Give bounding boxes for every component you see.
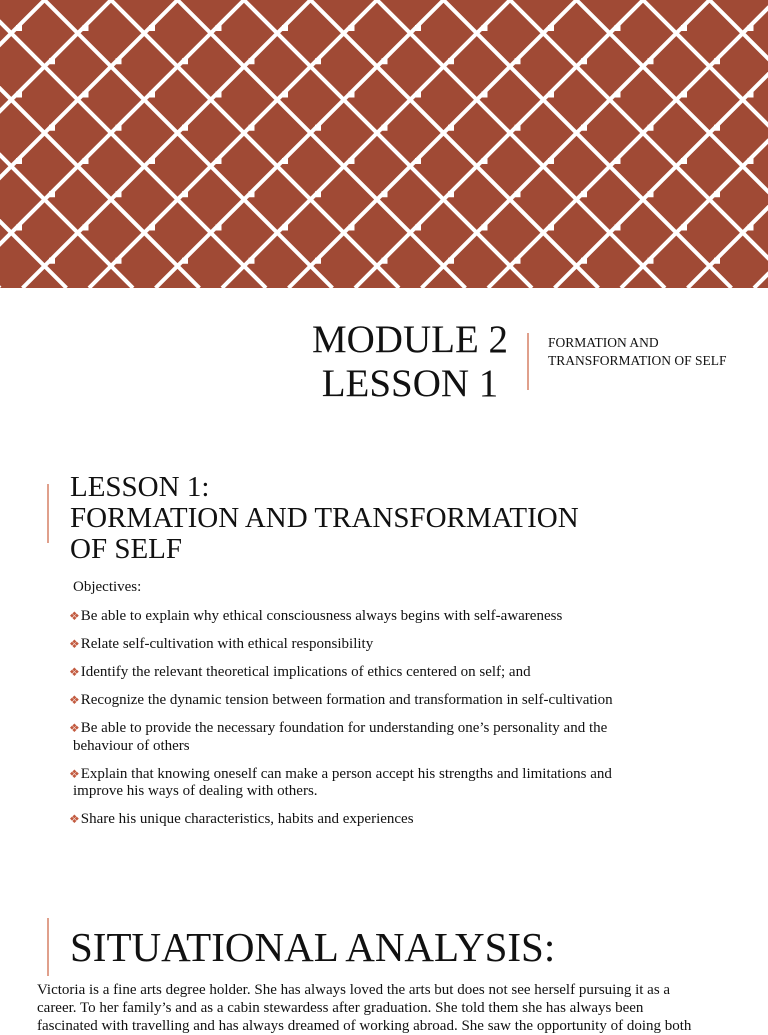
lattice-dot	[249, 191, 255, 197]
lattice-dot	[249, 125, 255, 131]
lattice-dot	[714, 58, 720, 64]
objective-text: Identify the relevant theoretical implications of ethics centered on self; and	[81, 664, 531, 680]
lattice-dot	[748, 92, 754, 98]
objective-text-continued: improve his ways of dealing with others.	[69, 783, 318, 799]
diamond-bullet-icon: ❖	[69, 721, 80, 735]
objective-item	[69, 664, 709, 682]
lattice-dot	[448, 58, 454, 64]
lesson-heading-line-1: LESSON 1:	[70, 472, 750, 503]
lattice-dot	[182, 191, 188, 197]
lattice-dot	[482, 158, 488, 164]
objective-item	[69, 720, 709, 755]
lattice-dot	[581, 58, 587, 64]
lattice-dot	[349, 25, 355, 31]
lattice-lines	[0, 0, 768, 288]
lattice-dot	[182, 58, 188, 64]
lattice-dot	[349, 158, 355, 164]
lattice-dot	[681, 225, 687, 231]
diamond-bullet-icon: ❖	[69, 767, 80, 781]
lattice-dot	[448, 258, 454, 264]
lattice-dot	[16, 158, 22, 164]
situational-line: Victoria is a fine arts degree holder. She has always loved the arts but does not see herself pursuing it as a	[37, 981, 757, 999]
lattice-dot	[681, 25, 687, 31]
diamond-bullet-icon: ❖	[69, 812, 80, 826]
lattice-dot	[349, 92, 355, 98]
lattice-dot	[83, 25, 89, 31]
situational-line: fascinated with travelling and has always dreamed of working abroad. She saw the opportunity of doing both	[37, 1017, 757, 1035]
lattice-dot	[315, 258, 321, 264]
lattice-dot	[315, 191, 321, 197]
objectives-label: Objectives:	[73, 579, 141, 596]
page-title	[285, 318, 535, 406]
lattice-dot	[216, 158, 222, 164]
title-line-1: MODULE 2	[285, 318, 535, 362]
lattice-dot	[216, 225, 222, 231]
lattice-dot	[415, 92, 421, 98]
lattice-dot	[714, 258, 720, 264]
lattice-dot	[515, 191, 521, 197]
lattice-dot	[83, 225, 89, 231]
diamond-bullet-icon: ❖	[69, 665, 80, 679]
lattice-dot	[216, 25, 222, 31]
lattice-dot	[581, 191, 587, 197]
lattice-dot	[216, 92, 222, 98]
diamond-bullet-icon: ❖	[69, 637, 80, 651]
objective-text: Be able to explain why ethical consciousness always begins with self-awareness	[81, 608, 563, 624]
lattice-dot	[315, 125, 321, 131]
lattice-dot	[382, 258, 388, 264]
lesson-heading-line-3: OF SELF	[70, 534, 750, 565]
lattice-dot	[581, 258, 587, 264]
lattice-dot	[49, 125, 55, 131]
lattice-dot	[16, 25, 22, 31]
lattice-dot	[149, 158, 155, 164]
objectives-list	[69, 608, 709, 839]
lattice-dot	[249, 258, 255, 264]
lesson-heading-line-2: FORMATION AND TRANSFORMATION	[70, 503, 750, 534]
lattice-dot	[16, 92, 22, 98]
lattice-dot	[149, 25, 155, 31]
lattice-dot	[282, 225, 288, 231]
objective-text: Explain that knowing oneself can make a person accept his strengths and limitations and	[81, 766, 612, 782]
lattice-dot	[648, 58, 654, 64]
lattice-dot	[415, 25, 421, 31]
title-line-2: LESSON 1	[285, 362, 535, 406]
lesson-heading	[70, 472, 750, 565]
objective-text-continued: behaviour of others	[69, 738, 190, 754]
lattice-dot	[615, 225, 621, 231]
lattice-dot	[648, 125, 654, 131]
lattice-dot	[149, 225, 155, 231]
lattice-dot	[681, 92, 687, 98]
lattice-dot	[482, 92, 488, 98]
situational-line: career. To her family’s and as a cabin stewardess after graduation. She told them she has always been	[37, 999, 757, 1017]
objective-text: Recognize the dynamic tension between formation and transformation in self-cultivation	[81, 692, 613, 708]
lattice-dot	[482, 25, 488, 31]
decorative-pattern-banner	[0, 0, 768, 288]
lattice-dot	[349, 225, 355, 231]
lattice-dot	[182, 125, 188, 131]
lattice-dot	[382, 191, 388, 197]
situational-divider	[47, 918, 49, 976]
lattice-dot	[49, 258, 55, 264]
situational-text	[37, 981, 757, 1035]
lattice-dot	[116, 258, 122, 264]
objective-text: Relate self-cultivation with ethical responsibility	[81, 636, 373, 652]
lattice-dot	[515, 125, 521, 131]
lattice-dot	[49, 191, 55, 197]
lattice-dot	[748, 225, 754, 231]
objective-item	[69, 811, 709, 829]
lattice-dot	[282, 25, 288, 31]
lattice-dot	[116, 191, 122, 197]
lattice-dot	[49, 58, 55, 64]
lattice-dot	[748, 158, 754, 164]
lattice-dot	[681, 158, 687, 164]
lattice-dot	[482, 225, 488, 231]
lattice-dot	[748, 25, 754, 31]
diamond-bullet-icon: ❖	[69, 609, 80, 623]
objective-text: Be able to provide the necessary foundation for understanding one’s personality and the	[81, 720, 608, 736]
lattice-dot	[548, 25, 554, 31]
title-subtitle: FORMATION AND TRANSFORMATION OF SELF	[548, 334, 748, 369]
lattice-dot	[116, 125, 122, 131]
lattice-dot	[448, 191, 454, 197]
lattice-dot	[615, 158, 621, 164]
lattice-dot	[515, 58, 521, 64]
objective-item	[69, 766, 709, 801]
objective-text: Share his unique characteristics, habits and experiences	[81, 811, 414, 827]
lattice-dot	[648, 258, 654, 264]
lattice-pattern	[0, 0, 768, 288]
objective-item	[69, 636, 709, 654]
lattice-dot	[515, 258, 521, 264]
lattice-dot	[315, 58, 321, 64]
lattice-dot	[83, 158, 89, 164]
lattice-dot	[548, 158, 554, 164]
lattice-dot	[249, 58, 255, 64]
lattice-dot	[448, 125, 454, 131]
lattice-dot	[282, 158, 288, 164]
lattice-dot	[714, 191, 720, 197]
diamond-bullet-icon: ❖	[69, 693, 80, 707]
lattice-dot	[149, 92, 155, 98]
lesson-divider	[47, 484, 49, 543]
objective-item	[69, 608, 709, 626]
lattice-dot	[382, 58, 388, 64]
lattice-dot	[714, 125, 720, 131]
lattice-dot	[615, 92, 621, 98]
lattice-dot	[615, 25, 621, 31]
situational-heading: SITUATIONAL ANALYSIS:	[70, 923, 555, 971]
lattice-dot	[382, 125, 388, 131]
title-divider	[527, 333, 529, 390]
lattice-dot	[581, 125, 587, 131]
lattice-dot	[548, 225, 554, 231]
lattice-dot	[116, 58, 122, 64]
lattice-dot	[282, 92, 288, 98]
lattice-dot	[648, 191, 654, 197]
lattice-dot	[182, 258, 188, 264]
lattice-dot	[16, 225, 22, 231]
lattice-dot	[548, 92, 554, 98]
lattice-dot	[83, 92, 89, 98]
lattice-dot	[415, 225, 421, 231]
lattice-dot	[415, 158, 421, 164]
objective-item	[69, 692, 709, 710]
